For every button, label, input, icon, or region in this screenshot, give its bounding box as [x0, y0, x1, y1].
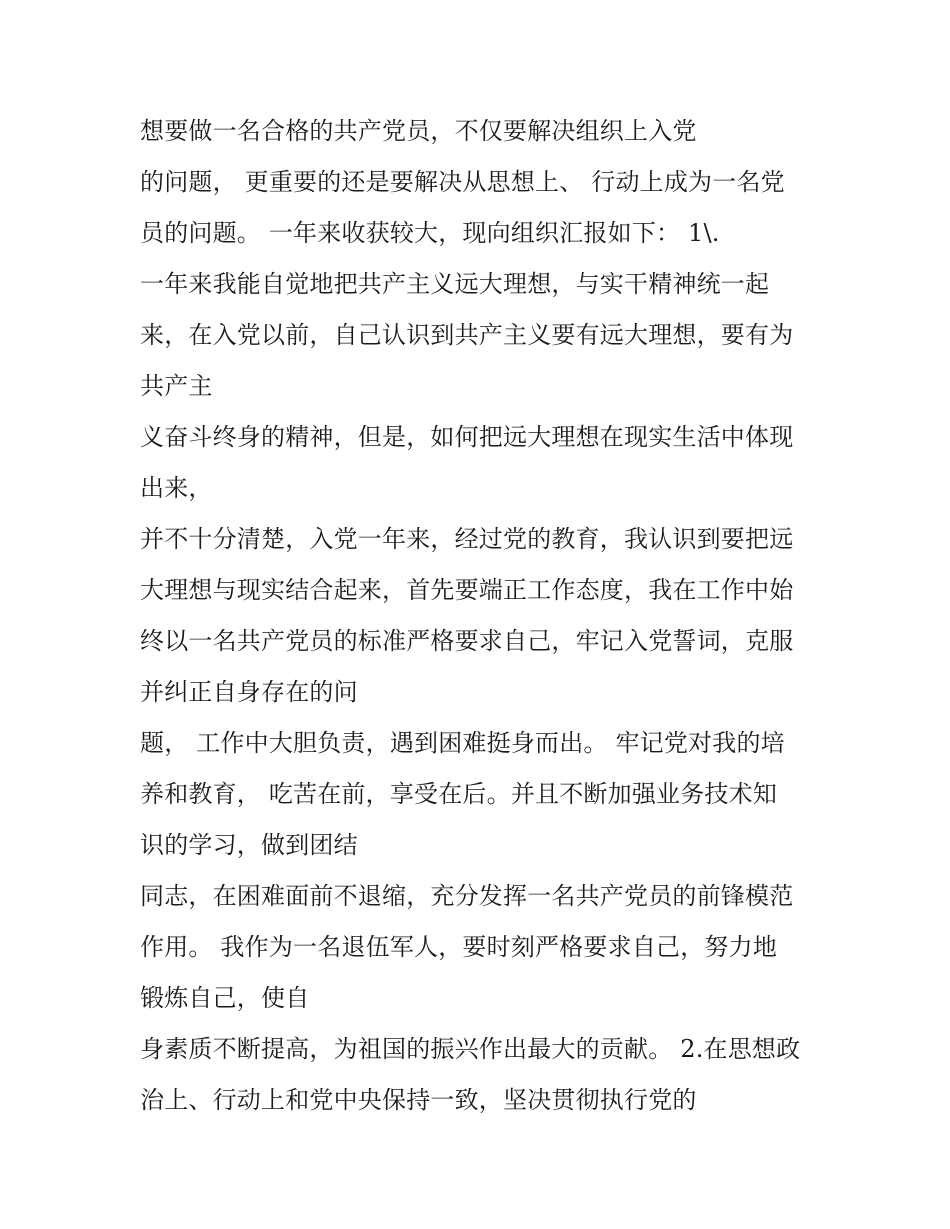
text-line-12: 并纠正自身存在的问	[140, 678, 358, 706]
text-line-17: 作用。 我作为一名退伍军人，要时刻严格要求自己，努力地	[140, 933, 778, 961]
text-line-1: 想要做一名合格的共产党员，不仅要解决组织上入党	[140, 117, 697, 145]
text-line-16: 同志，在困难面前不退缩，充分发挥一名共产党员的前锋模范	[140, 882, 794, 910]
text-line-6: 共产主	[140, 372, 213, 400]
text-line-7: 义奋斗终身的精神，但是，如何把远大理想在现实生活中体现	[140, 423, 794, 451]
text-line-11: 终以一名共产党员的标准严格要求自己，牢记入党誓词，克服	[140, 627, 794, 655]
text-line-18: 锻炼自己，使自	[140, 984, 310, 1012]
text-line-9: 并不十分清楚，入党一年来，经过党的教育，我认识到要把远	[140, 525, 794, 553]
text-line-5: 来，在入党以前，自己认识到共产主义要有远大理想，要有为	[140, 321, 794, 349]
document-body	[140, 106, 830, 1126]
text-line-2: 的问题， 更重要的还是要解决从思想上、 行动上成为一名党	[140, 168, 785, 196]
text-line-10: 大理想与现实结合起来，首先要端正工作态度，我在工作中始	[140, 576, 794, 604]
text-line-3: 员的问题。 一年来收获较大，现向组织汇报如下： 1\.	[140, 219, 720, 247]
text-line-14: 养和教育， 吃苦在前，享受在后。并且不断加强业务技术知	[140, 780, 778, 808]
text-line-20: 治上、行动上和党中央保持一致，坚决贯彻执行党的	[140, 1086, 697, 1114]
text-line-4: 一年来我能自觉地把共产主义远大理想，与实干精神统一起	[140, 270, 770, 298]
text-line-19: 身素质不断提高，为祖国的振兴作出最大的贡献。 2.在思想政	[140, 1035, 801, 1063]
text-line-8: 出来，	[140, 474, 213, 502]
text-line-15: 识的学习，做到团结	[140, 831, 358, 859]
text-line-13: 题， 工作中大胆负责，遇到困难挺身而出。 牢记党对我的培	[140, 729, 785, 757]
